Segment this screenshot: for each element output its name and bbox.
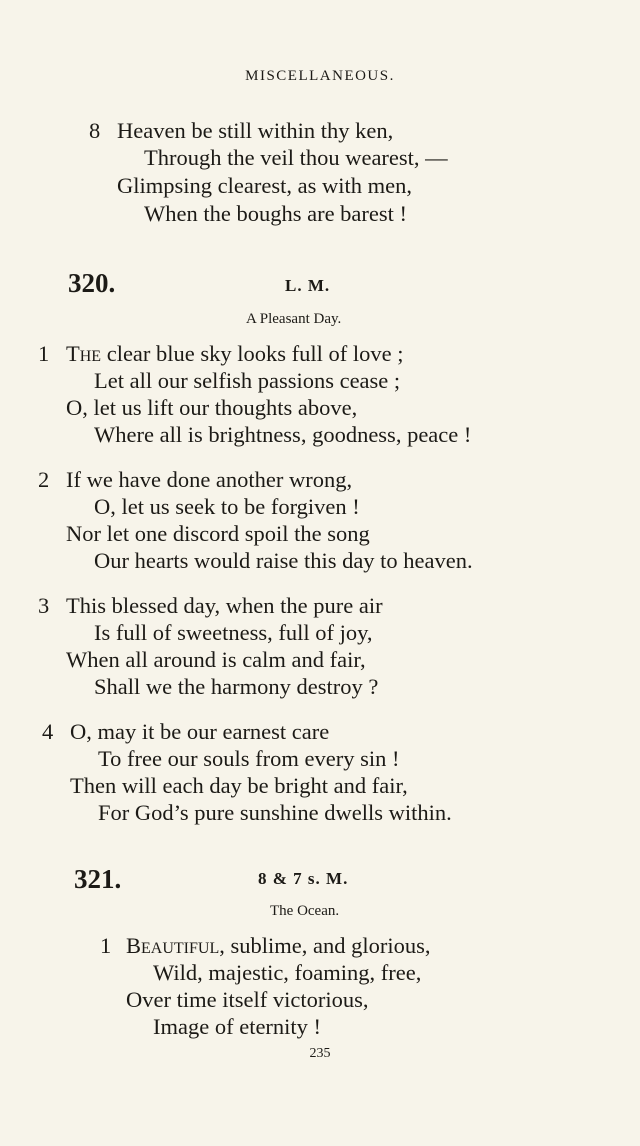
drop-word: The <box>66 341 102 366</box>
verse-line: This blessed day, when the pure air <box>66 593 383 618</box>
verse-line: If we have done another wrong, <box>66 467 353 492</box>
verse-line: Heaven be still within thy ken, <box>117 118 394 143</box>
hymn-meter: L. M. <box>285 276 331 295</box>
running-header: MISCELLANEOUS. <box>245 68 395 84</box>
hymn-meter: 8 & 7 s. M. <box>258 869 349 888</box>
verse-line: Let all our selfish passions cease ; <box>94 368 401 393</box>
verse-line: Is full of sweetness, full of joy, <box>94 620 373 645</box>
verse-line: When all around is calm and fair, <box>66 647 366 672</box>
verse-line <box>126 932 430 959</box>
verse-line: Over time itself victorious, <box>126 987 369 1012</box>
verse-number: 4 <box>42 719 54 744</box>
hymn-title: A Pleasant Day. <box>246 311 342 327</box>
verse-line: Then will each day be bright and fair, <box>70 773 408 798</box>
verse-number: 2 <box>38 467 50 492</box>
drop-word: Beautiful <box>126 933 220 958</box>
verse-line: For God’s pure sunshine dwells within. <box>98 800 452 825</box>
verse-number: 1 <box>38 341 50 366</box>
verse-line: Where all is brightness, goodness, peace ! <box>94 422 472 447</box>
hymn-number: 320. <box>68 268 116 298</box>
page-number: 235 <box>309 1046 331 1061</box>
verse-line: To free our souls from every sin ! <box>98 746 400 771</box>
verse-line: Glimpsing clearest, as with men, <box>117 173 412 198</box>
verse-line: O, let us lift our thoughts above, <box>66 395 358 420</box>
verse-line-rest: clear blue sky looks full of love ; <box>101 341 404 366</box>
verse-line: O, let us seek to be forgiven ! <box>94 494 360 519</box>
verse-line: When the boughs are barest ! <box>144 201 408 226</box>
verse-number: 3 <box>38 593 50 618</box>
verse-number: 1 <box>100 933 112 958</box>
verse-line: Through the veil thou wearest, — <box>144 145 448 170</box>
hymn-title: The Ocean. <box>270 903 340 919</box>
verse-number: 8 <box>89 118 101 143</box>
verse-line <box>66 340 404 367</box>
verse-line: O, may it be our earnest care <box>70 719 330 744</box>
verse-line: Nor let one discord spoil the song <box>66 521 370 546</box>
verse-line: Wild, majestic, foaming, free, <box>153 960 422 985</box>
hymn-number: 321. <box>74 864 122 894</box>
verse-line-rest: , sublime, and glorious, <box>219 933 431 958</box>
verse-line: Our hearts would raise this day to heaven. <box>94 548 473 573</box>
verse-line: Image of eternity ! <box>153 1014 322 1039</box>
verse-line: Shall we the harmony destroy ? <box>94 674 379 699</box>
